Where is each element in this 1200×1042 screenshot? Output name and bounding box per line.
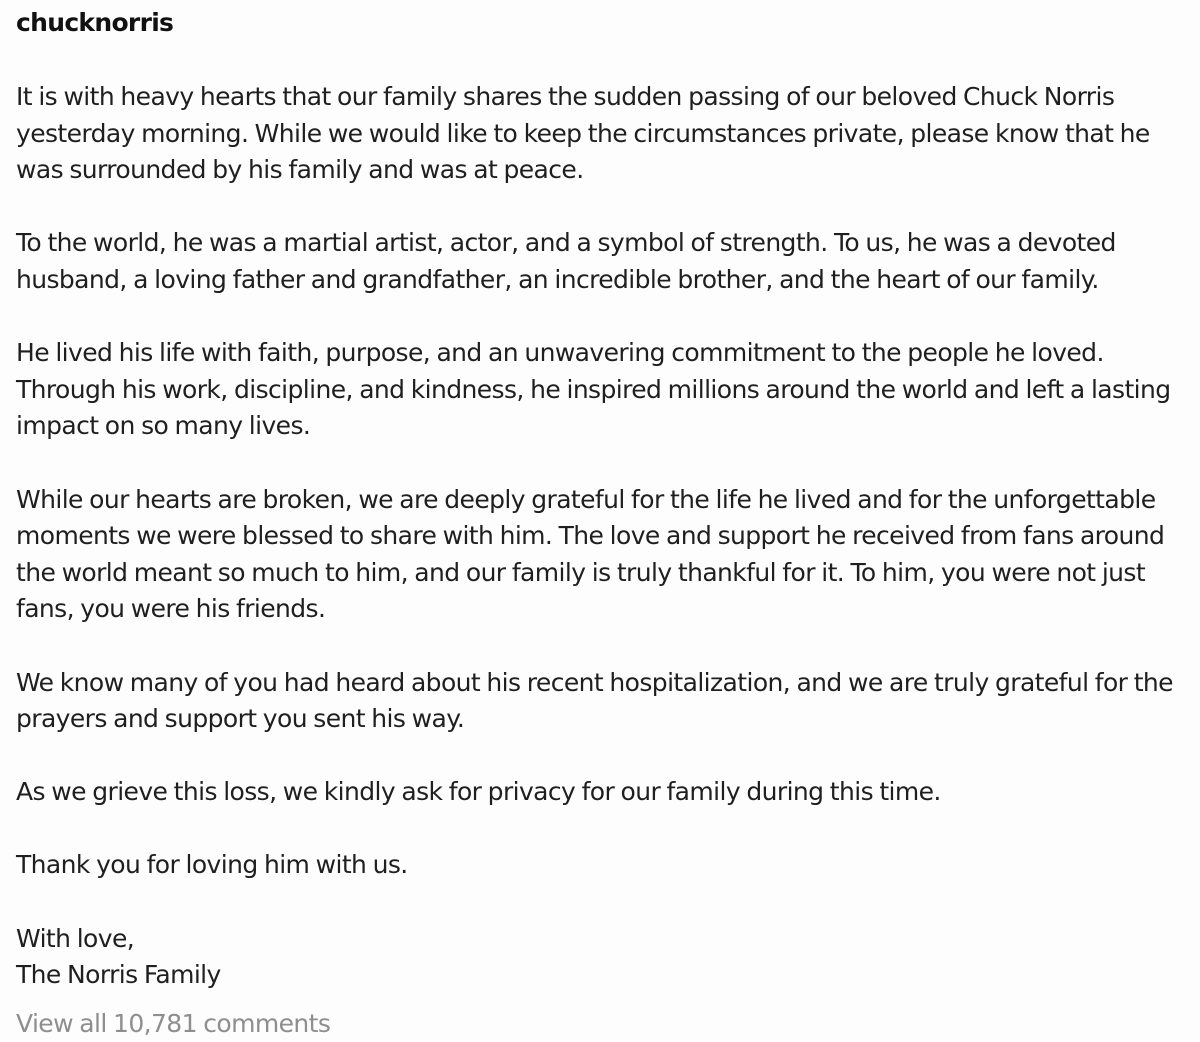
signoff-signature: The Norris Family [16, 960, 221, 990]
post-caption-container [16, 3, 1186, 994]
username[interactable]: chucknorris [16, 8, 174, 37]
signoff-block [16, 921, 1186, 994]
caption-paragraph-6: As we grieve this loss, we kindly ask for privacy for our family during this time. [16, 777, 941, 807]
caption-paragraph-7: Thank you for loving him with us. [16, 850, 408, 880]
caption-paragraph-3: He lived his life with faith, purpose, and an unwavering commitment to the people he loved. Through his work, discipline, and kindness, he inspired millions around the world and left a lasting impact on so many lives. [16, 338, 1171, 441]
caption-paragraph-2: To the world, he was a martial artist, actor, and a symbol of strength. To us, he was a devoted husband, a loving father and grandfather, an incredible brother, and the heart of our family. [16, 228, 1116, 294]
signoff-closing: With love, [16, 923, 135, 953]
caption-paragraph-1: It is with heavy hearts that our family shares the sudden passing of our beloved Chuck Norris yesterday morning. While we would like to keep the circumstances private, please know that he was surrounded by his family and was at peace. [16, 82, 1150, 185]
caption-paragraph-5: We know many of you had heard about his recent hospitalization, and we are truly grateful for the prayers and support you sent his way. [16, 667, 1173, 734]
caption-paragraph-4: While our hearts are broken, we are deeply grateful for the life he lived and for the unforgettable moments we were blessed to share with him. The love and support he received from fans around the world meant so much to him, and our family is truly thankful for it. To him, you were not just fans, you were his friends. [16, 484, 1165, 624]
view-all-comments-link[interactable]: View all 10,781 comments [16, 1009, 331, 1038]
caption-text [16, 79, 1186, 994]
